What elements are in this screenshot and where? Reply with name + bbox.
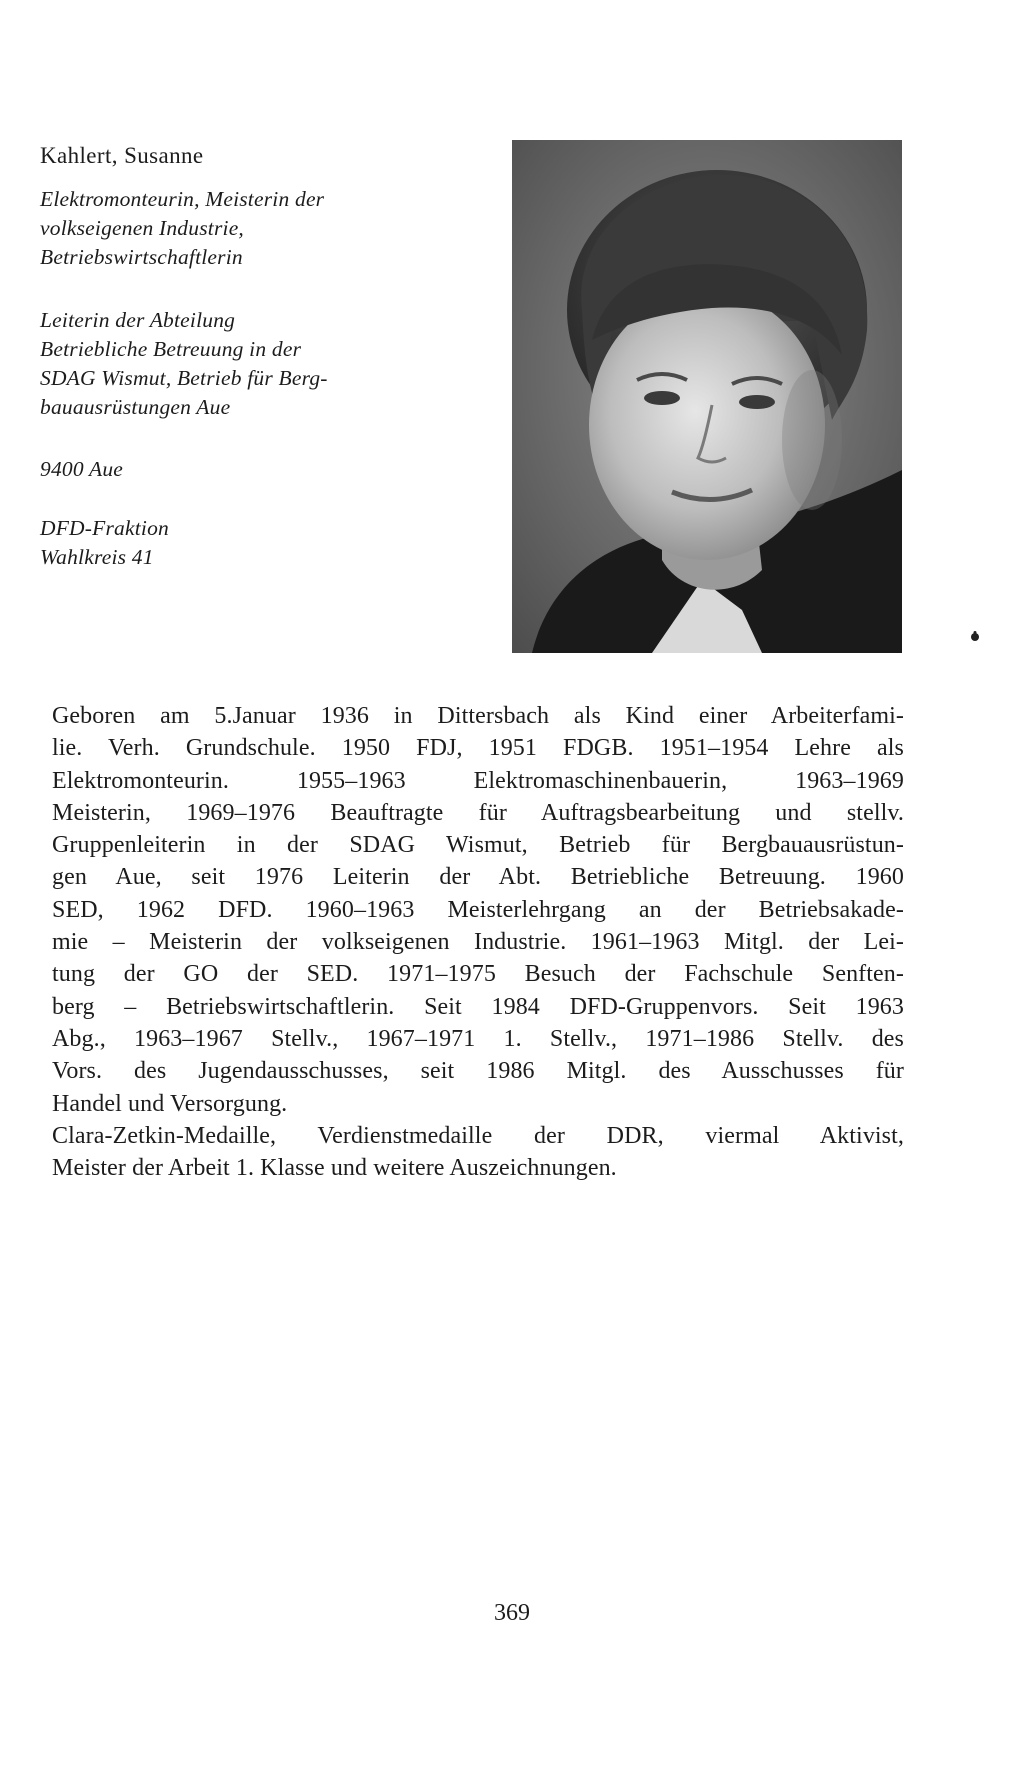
profession-line: volkseigenen Industrie,: [40, 216, 245, 240]
biography-line: Vors. des Jugendausschusses, seit 1986 Mitgl. des Ausschusses für: [52, 1058, 904, 1085]
profession-line: Betriebswirtschaftlerin: [40, 245, 243, 269]
page-number: 369: [494, 1600, 530, 1626]
position-line: Leiterin der Abteilung: [40, 308, 236, 332]
ink-speck: [969, 630, 981, 642]
biography-line: berg – Betriebswirtschaftlerin. Seit 1984 DFD-Gruppenvors. Seit 1963: [52, 993, 904, 1020]
portrait-photo: [512, 140, 902, 653]
entry-address: [40, 455, 123, 484]
biography-line: Gruppenleiterin in der SDAG Wismut, Betrieb für Bergbauausrüstun-: [52, 832, 904, 859]
entry-faction: [40, 514, 169, 572]
entry-professions: [40, 185, 324, 272]
faction-line: DFD-Fraktion: [40, 516, 169, 540]
awards-line: Meister der Arbeit 1. Klasse und weitere Auszeichnungen.: [52, 1155, 617, 1182]
entry-name: Kahlert, Susanne: [40, 143, 204, 168]
biography-line: Elektromonteurin. 1955–1963 Elektromaschinenbauerin, 1963–1969: [52, 767, 904, 794]
entry-position: [40, 306, 328, 422]
biography-line: lie. Verh. Grundschule. 1950 FDJ, 1951 FDGB. 1951–1954 Lehre als: [52, 735, 904, 762]
biography-line: Handel und Versorgung.: [52, 1090, 288, 1117]
position-line: SDAG Wismut, Betrieb für Berg-: [40, 366, 328, 390]
biography-line: gen Aue, seit 1976 Leiterin der Abt. Betriebliche Betreuung. 1960: [52, 864, 904, 891]
address-line: 9400 Aue: [40, 457, 124, 481]
biography-line: Meisterin, 1969–1976 Beauftragte für Auftragsbearbeitung und stellv.: [52, 799, 904, 826]
biography-line: tung der GO der SED. 1971–1975 Besuch der Fachschule Senften-: [52, 961, 904, 988]
position-line: bauausrüstungen Aue: [40, 395, 231, 419]
portrait-illustration: [512, 140, 902, 653]
position-line: Betriebliche Betreuung in der: [40, 337, 302, 361]
profession-line: Elektromonteurin, Meisterin der: [40, 187, 325, 211]
biography-text: [52, 700, 904, 1184]
constituency-line: Wahlkreis 41: [40, 545, 154, 569]
biography-line: Abg., 1963–1967 Stellv., 1967–1971 1. Stellv., 1971–1986 Stellv. des: [52, 1025, 904, 1052]
biography-line: SED, 1962 DFD. 1960–1963 Meisterlehrgang an der Betriebsakade-: [52, 896, 904, 923]
awards-line: Clara-Zetkin-Medaille, Verdienstmedaille der DDR, viermal Aktivist,: [52, 1122, 904, 1149]
biography-line: mie – Meisterin der volkseigenen Industrie. 1961–1963 Mitgl. der Lei-: [52, 929, 904, 956]
biography-line: Geboren am 5.Januar 1936 in Dittersbach als Kind einer Arbeiterfami-: [52, 703, 904, 729]
